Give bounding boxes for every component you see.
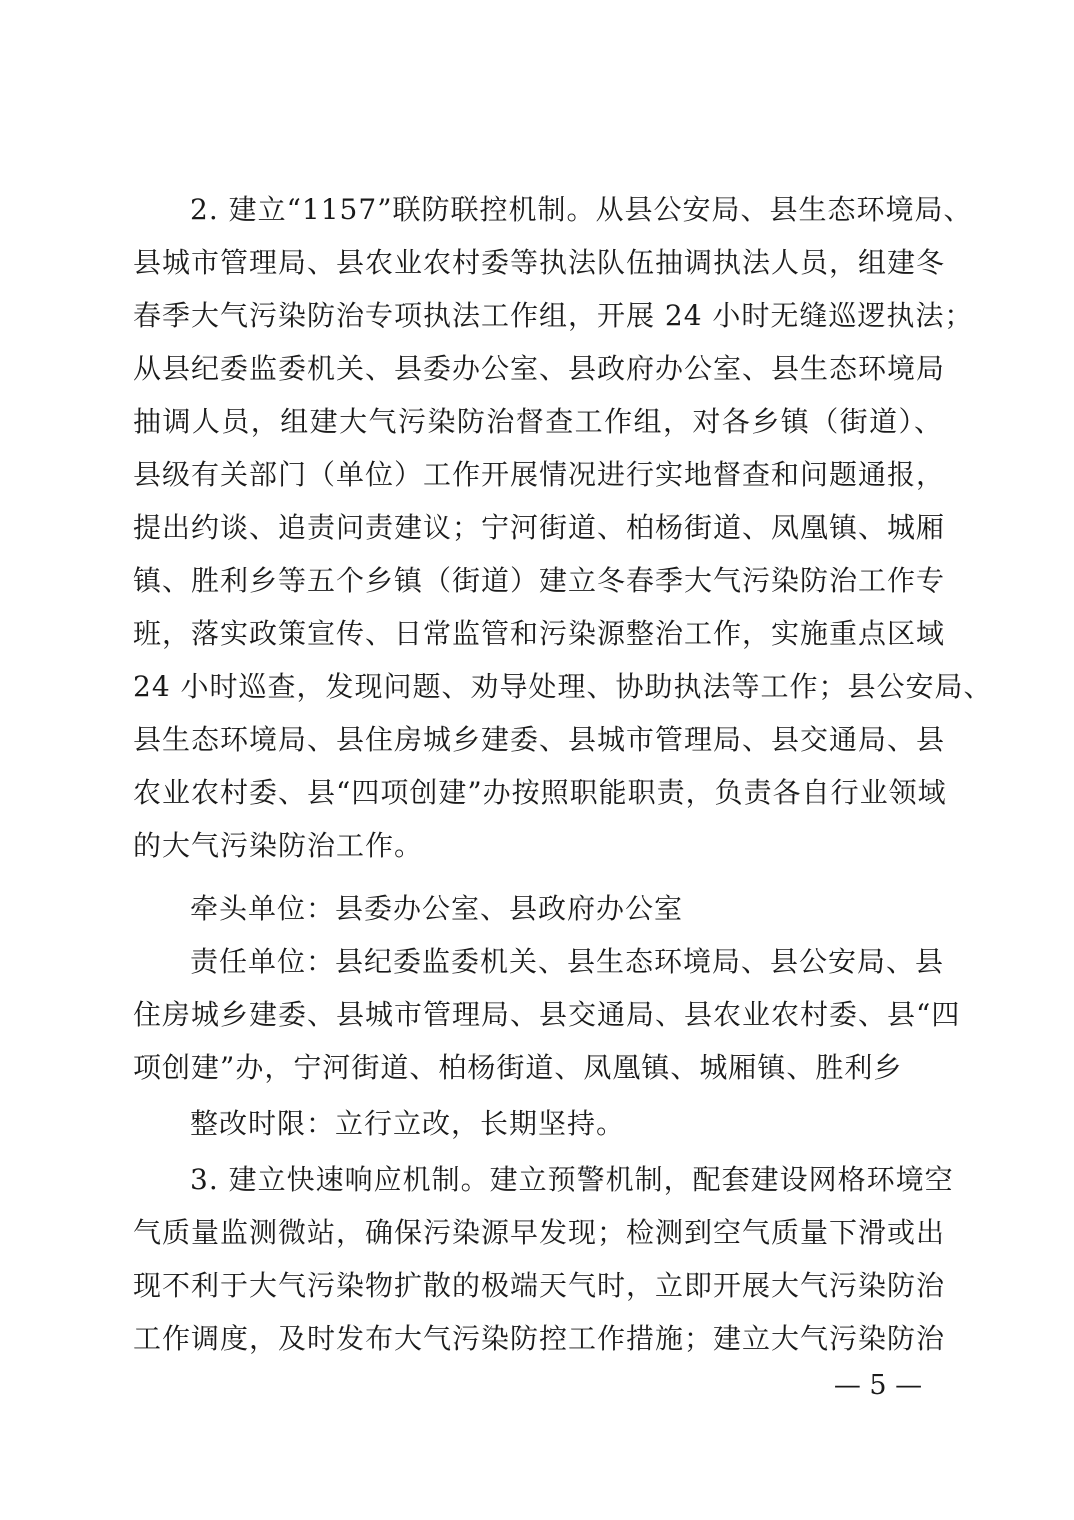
responsible-units-line-2: 住房城乡建委、县城市管理局、县交通局、县农业农村委、县“四 <box>133 998 961 1031</box>
paragraph-2-line-8: 镇、胜利乡等五个乡镇（街道）建立冬春季大气污染防治工作专 <box>133 564 946 597</box>
responsible-units-line-1: 责任单位：县纪委监委机关、县生态环境局、县公安局、县 <box>190 945 945 978</box>
page-number: — 5 — <box>833 1370 923 1401</box>
paragraph-2-line-3: 春季大气污染防治专项执法工作组，开展 24 小时无缝巡逻执法； <box>133 299 974 332</box>
deadline-line: 整改时限：立行立改，长期坚持。 <box>190 1107 626 1140</box>
paragraph-2-line-10: 24 小时巡查，发现问题、劝导处理、协助执法等工作；县公安局、 <box>133 670 993 703</box>
paragraph-3-line-3: 现不利于大气污染物扩散的极端天气时，立即开展大气污染防治 <box>133 1269 946 1302</box>
paragraph-3-line-2: 气质量监测微站，确保污染源早发现；检测到空气质量下滑或出 <box>133 1216 946 1249</box>
paragraph-3-line-4: 工作调度，及时发布大气污染防控工作措施；建立大气污染防治 <box>133 1322 946 1355</box>
paragraph-2-line-9: 班，落实政策宣传、日常监管和污染源整治工作，实施重点区域 <box>133 617 946 650</box>
responsible-units-line-3: 项创建”办，宁河街道、柏杨街道、凤凰镇、城厢镇、胜利乡 <box>133 1051 903 1084</box>
paragraph-2-line-5: 抽调人员，组建大气污染防治督查工作组，对各乡镇（街道）、 <box>133 405 943 438</box>
paragraph-2-line-13: 的大气污染防治工作。 <box>133 829 424 862</box>
paragraph-2-line-6: 县级有关部门（单位）工作开展情况进行实地督查和问题通报， <box>133 458 946 491</box>
paragraph-2-line-2: 县城市管理局、县农业农村委等执法队伍抽调执法人员，组建冬 <box>133 246 946 279</box>
paragraph-2-line-11: 县生态环境局、县住房城乡建委、县城市管理局、县交通局、县 <box>133 723 946 756</box>
paragraph-2-line-1: 2. 建立“1157”联防联控机制。从县公安局、县生态环境局、 <box>190 193 973 226</box>
paragraph-2-line-12: 农业农村委、县“四项创建”办按照职能职责，负责各自行业领域 <box>133 776 947 809</box>
paragraph-2-line-4: 从县纪委监委机关、县委办公室、县政府办公室、县生态环境局 <box>133 352 946 385</box>
paragraph-2-line-7: 提出约谈、追责问责建议；宁河街道、柏杨街道、凤凰镇、城厢 <box>133 511 946 544</box>
lead-unit-line: 牵头单位：县委办公室、县政府办公室 <box>190 892 684 925</box>
paragraph-3-line-1: 3. 建立快速响应机制。建立预警机制，配套建设网格环境空 <box>190 1163 954 1196</box>
